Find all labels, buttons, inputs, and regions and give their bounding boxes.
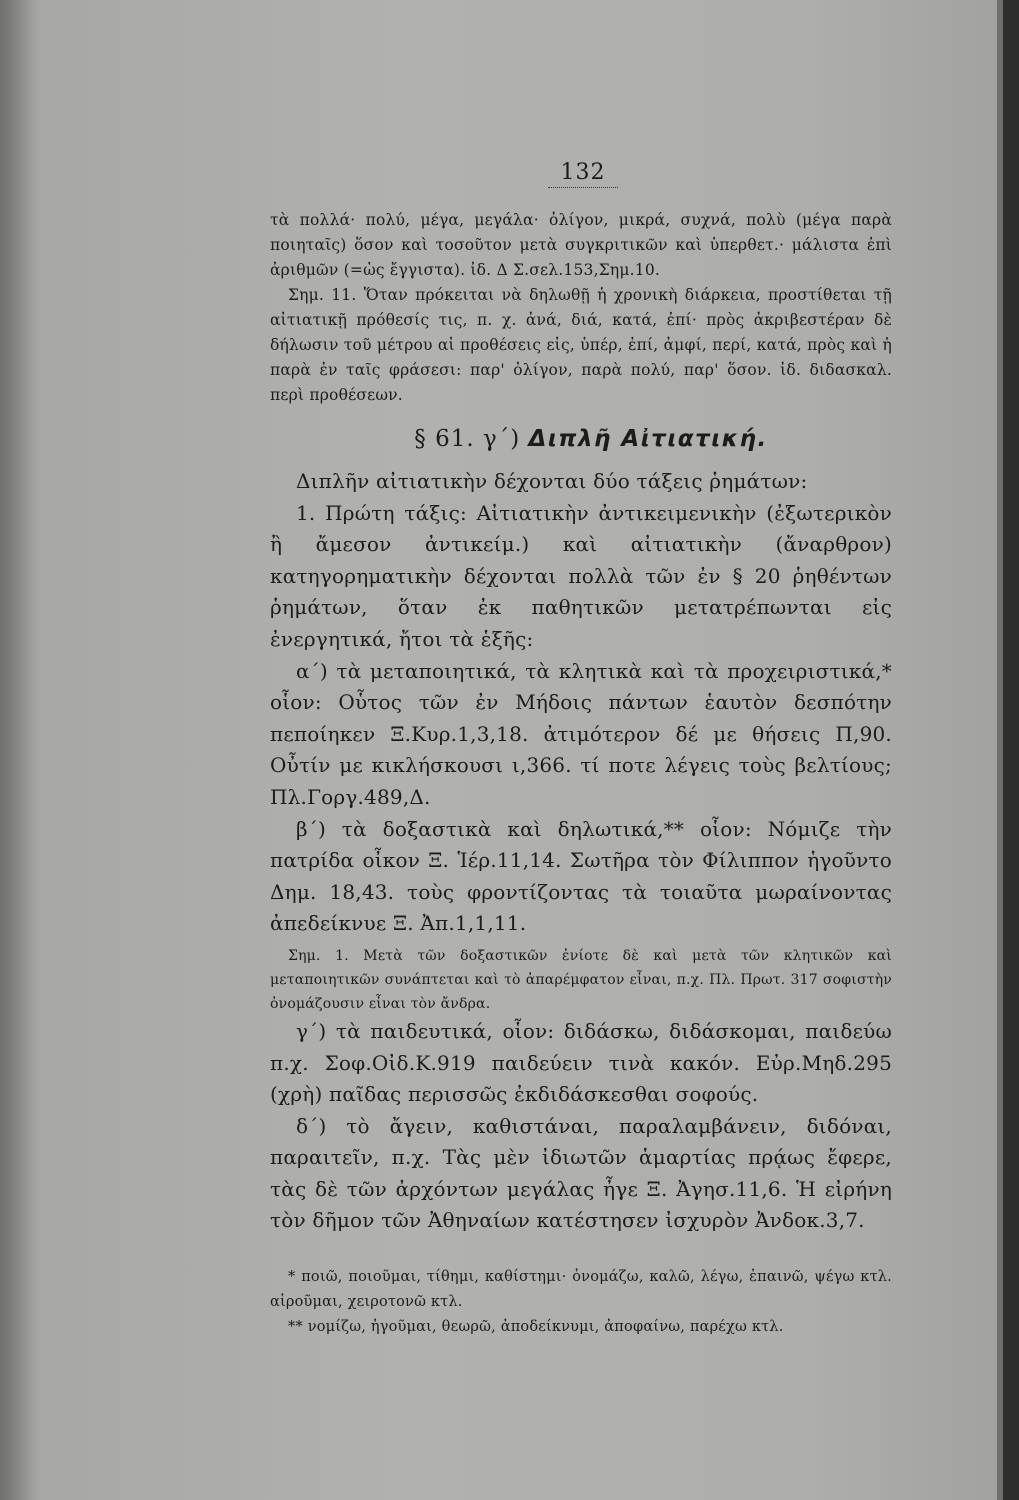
body-paragraph-5: γ΄) τὰ παιδευτικά, οἷον: διδάσκω, διδάσκομαι, παιδεύω π.χ. Σοφ.Οἰδ.Κ.919 παιδεύειν τινὰ κακόν. Εὐρ.Μηδ.295 (χρὴ) παῖδας περισσῶς ἐκδιδάσκεσθαι σοφούς. xyxy=(270,1018,892,1107)
footnote-1: * ποιῶ, ποιοῦμαι, τίθημι, καθίστημι· ὀνομάζω, καλῶ, λέγω, ἐπαινῶ, ψέγω κτλ. αἱροῦμαι, χειροτονῶ κτλ. xyxy=(270,1269,892,1311)
note-11: Σημ. 11. Ὅταν πρόκειται νὰ δηλωθῇ ἡ χρονικὴ διάρκεια, προστίθεται τῇ αἰτιατικῇ πρόθεσίς τις, π. χ. ἀνά, διά, κατά, ἐπί· πρὸς ἀκριβεστέραν δὲ δήλωσιν τοῦ μέτρου αἱ προθέσεις εἰς, ὑπέρ, ἐπί, ἀμφί, περί, κατά, πρὸς καὶ ἡ παρὰ ἐν ταῖς φράσεσι: παρ' ὀλίγον, παρὰ πολύ, παρ' ὅσον. ἰδ. διδασκαλ. περὶ προθέσεων. xyxy=(270,286,892,404)
note-1: Σημ. 1. Μετὰ τῶν δοξαστικῶν ἐνίοτε δὲ καὶ μετὰ τῶν κλητικῶν καὶ μεταποιητικῶν συνάπτεται καὶ τὸ ἀπαρέμφατον εἶναι, π.χ. Πλ. Πρωτ. 317 σοφιστὴν ὀνομάζουσιν εἶναι τὸν ἄνδρα. xyxy=(270,947,892,1012)
body-paragraph-4: β΄) τὰ δοξαστικὰ καὶ δηλωτικά,** οἷον: Νόμιζε τὴν πατρίδα οἶκον Ξ. Ἱέρ.11,14. Σωτῆρα τὸν Φίλιππον ἡγοῦντο Δημ. 18,43. τοὺς φροντίζοντας τὰ τοιαῦτα μωραίνοντας ἀπεδείκνυε Ξ. Ἀπ.1,1,11. xyxy=(270,816,892,936)
body-paragraph-1: Διπλῆν αἰτιατικὴν δέχονται δύο τάξεις ῥημάτων: xyxy=(296,469,808,493)
footnote-2: ** νομίζω, ἡγοῦμαι, θεωρῶ, ἀποδείκνυμι, ἀποφαίνω, παρέχω κτλ. xyxy=(288,1319,784,1336)
page-shadow xyxy=(0,0,40,1500)
book-edge xyxy=(1003,0,1019,1500)
body-paragraph-3: α΄) τὰ μεταποιητικά, τὰ κλητικὰ καὶ τὰ προχειριστικά,* οἷον: Οὗτος τῶν ἐν Μήδοις πάντων ἑαυτὸν δεσπότην πεποίηκεν Ξ.Κυρ.1,3,18. ἀτιμότερον δέ με θήσεις Π,90. Οὖτίν με κικλήσκουσι ι,366. τί ποτε λέγεις τοὺς βελτίους; Πλ.Γοργ.489,Δ. xyxy=(270,658,892,809)
page-text xyxy=(270,160,892,1340)
section-number: § 61. γ΄) xyxy=(414,426,521,452)
body-paragraph-6: δ΄) τὸ ἄγειν, καθιστάναι, παραλαμβάνειν, διδόναι, παραιτεῖν, π.χ. Τὰς μὲν ἰδιωτῶν ἁμαρτίας πρᾴως ἔφερε, τὰς δὲ τῶν ἀρχόντων μεγάλας ἦγε Ξ. Ἀγησ.11,6. Ἡ εἰρήνη τὸν δῆμον τῶν Ἀθηναίων κατέστησεν ἰσχυρὸν Ἀνδοκ.3,7. xyxy=(270,1113,892,1233)
page-number: 132 xyxy=(548,160,618,188)
footnotes xyxy=(270,1265,892,1340)
intro-paragraph: τὰ πολλά· πολύ, μέγα, μεγάλα· ὀλίγον, μικρά, συχνά, πολὺ (μέγα παρὰ ποιηταῖς) ὅσον καὶ τοσοῦτον μετὰ συγκριτικῶν καὶ ὑπερθετ.· μάλιστα ἐπὶ ἀριθμῶν (=ὡς ἔγγιστα). ἰδ. Δ Σ.σελ.153,Σημ.10. xyxy=(270,211,892,279)
body-paragraph-2: 1. Πρώτη τάξις: Αἰτιατικὴν ἀντικειμενικὴν (ἐξωτερικὸν ἢ ἄμεσον ἀντικείμ.) καὶ αἰτιατικὴν (ἄναρθρον) κατηγορηματικὴν δέχονται πολλὰ τῶν ἐν § 20 ῥηθέντων ῥημάτων, ὅταν ἐκ παθητικῶν μετατρέπωνται εἰς ἐνεργητικά, ἤτοι τὰ ἑξῆς: xyxy=(270,500,892,651)
section-heading xyxy=(290,426,892,452)
section-title: Διπλῆ Αἰτιατική. xyxy=(528,426,768,452)
